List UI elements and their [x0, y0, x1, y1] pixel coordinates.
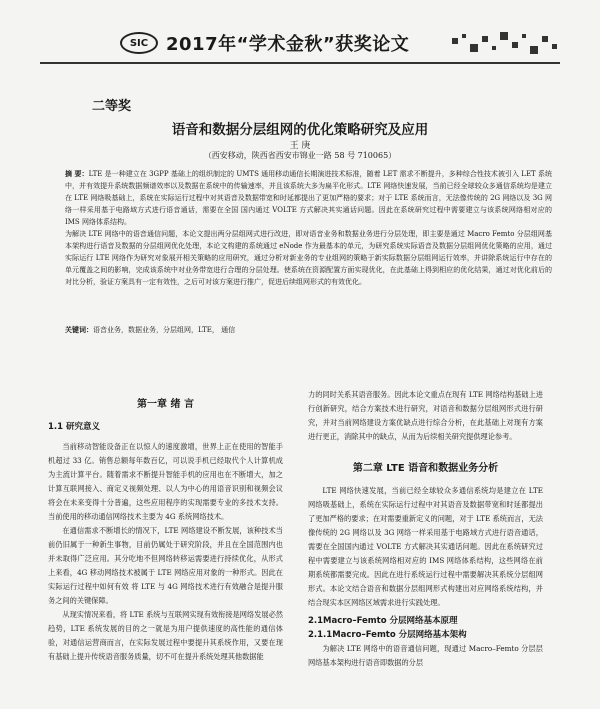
- paragraph: LTE 网络快速发展，当前已经全球较众多通信系统均是建立在 LTE 网络吸基础上，系统在实际运行过程中对其语音及数据带宽和时延都提出了更加严格的要求；在对需要重新定义的问题，对于 LTE 系统而言，无法像传统的 2G 网络以及 3G 网络一样采用基于电路域方式进行语音通话，需要在全国国内通过 VOLTE 方式解决其实通话问题。因此在系统研究过程中需要建立与该系统网络相对应的 IMS 网络体系结构，这些网络在前期系统都需要完成。因此在进行系统运行过程中需要解决其系统分层组网形式。本论文结合语音和数据分层组网形式构建出对应网络系统结构，并结合现实本区网络区域需求进行实践处理。: [308, 486, 543, 607]
- section-2-1-heading: 2.1Macro–Femto 分层网络基本原理: [308, 616, 458, 626]
- author: 王 庚: [289, 141, 311, 151]
- keywords: [65, 325, 552, 335]
- journal-banner: [120, 30, 409, 56]
- header-rule: [40, 62, 560, 64]
- right-column: [308, 388, 543, 670]
- abstract-label: 摘 要：: [65, 170, 89, 178]
- award-label: 二等奖: [92, 99, 132, 114]
- chapter2-heading: 第二章 LTE 语音和数据业务分析: [352, 463, 499, 474]
- left-column: [48, 440, 283, 664]
- paragraph: 为解决 LTE 网络中的语音通信问题，现通过 Macro–Femto 分层层网络基本架构进行语音即数据的分层: [308, 644, 543, 667]
- chapter1-heading: 第一章 绪 言: [137, 399, 194, 410]
- section-2-1-1-heading: 2.1.1Macro–Femto 分层网络基本架构: [308, 630, 467, 640]
- paragraph: 力的同时关系其语音服务。因此本论文重点在现有 LTE 网络结构基础上进行创新研究，结合方案技术进行研究，对语音和数据分层组网形式进行研究，并对当前网络建设方案优缺点进行综合分析，在此基础上对现有方案进行更正，消除其中的缺点，从而为后续相关研究提供理论参考。: [308, 390, 543, 441]
- section-1-1-heading: 1.1 研究意义: [48, 422, 101, 432]
- decorative-pattern: [450, 30, 560, 60]
- keywords-text: 语音业务，数据业务，分层组网，LTE， 通信: [93, 326, 236, 334]
- paragraph: 从现实情况来看，将 LTE 系统与互联网实现有效衔接是网络发展必然趋势，LTE 系统发展的目的之一就是为用户提供速度的高性能的通信体验，对通信运营商而言，在实际发展过程中要提升其系统作用，又要在现有基础上提升传统语音服务质量，切不可在提升系统处理其他数据能: [48, 610, 283, 661]
- affiliation: （西安移动，陕西省西安市锦业一路 58 号 710065）: [203, 151, 397, 160]
- banner-title: 2017年“学术金秋”获奖论文: [166, 34, 410, 55]
- journal-logo: SIC: [120, 32, 158, 54]
- abstract-text-2: 为解决 LTE 网络中的语音通信问题，本论文提出两分层组网式进行改进，即对语音业务和数据业务进行分层处理，即主要是通过 Macro Femto 分层组网基本架构进行语音及数据的分层组网优化处理，本论文构建的系统通过 eNode 作为最基本的单元，为研究系统实际语音及数据分层组网优化策略的应用，通过实际运行 LTE 网络作为研究对象展开相关策略的应用研究，通过分析对新业务的专业组网的策略于新实际数据分层组网运行效率，并讲除系统运行中存在的单元覆盖之间的影响，完成该系统中对业务带宽进行合理的分层处理。使系统在资源配置方面实现优化，在此基础上得到相应的优化结果，通过对优化前后的对比分析，验证方案具有一定有效性，之后可对该方案进行推广，促进后续组网形式的有效优化。: [65, 230, 552, 286]
- paper-title: 语音和数据分层组网的优化策略研究及应用: [171, 122, 429, 138]
- paragraph: 在通信需求不断增长的情况下，LTE 网络建设不断发展，该种技术当前仍旧属于一种新生事物，目前仍属处于研究阶段，并且在全国范围内也并未取得广泛应用。其分吃地不但网络转移运需要进行持续优化，从形式上来看，4G 移动网络技术被属于 LTE 网络应用对象的一种形式。因此在实际运行过程中如何有效 将 LTE 与 4G 网络技术进行有效融合是提升服务之间的关键保障。: [48, 526, 283, 605]
- paragraph: 当前移动智能设备正在以惊人的速度激增，世界上正在使用的智能手机超过 33 亿。销售总额每年数百亿，可以说手机已经取代个人计算机成为主流计算平台。随着需求不断提升智能手机的应用也在不断增大，加之计算互联网接入、商定义视频处理、以人为中心的用语音识别和视频会议将会在未来变得十分普遍，这些应用程序的实现需要专业的多技术支持。当前使用的移动通信网络技术主要为 4G 系统网络技术。: [48, 442, 283, 521]
- abstract-text: LTE 是一种建立在 3GPP 基础上的组织制定的 UMTS 通用移动通信长期演进技术标准，随着 LET 需求不断提升，多种综合性技术被引入 LET 系统中，并有效提升系统数据频谱效率以及数据在系统中的传输速率，并且该系统大多为扁平化形式。LTE 网络快速发展，当前已经全球较众多通信系统均是建立在 LTE 网络吸基础上，系统在实际运行过程中对其语音及数据带宽和时延都提出了更加严格的要求；对于 LTE 系统而言，无法像传统的 2G 网络以及 3G 网络一样采用基于电路域方式进行语音通话，需要在全国 国内通过 VOLTE 方式解决其实通话问题。因此在系统研究过程中需要建立与该系统网络相对应的 IMS 网络体系结构。: [65, 170, 553, 226]
- abstract: [65, 168, 552, 288]
- keywords-label: 关键词：: [65, 326, 93, 334]
